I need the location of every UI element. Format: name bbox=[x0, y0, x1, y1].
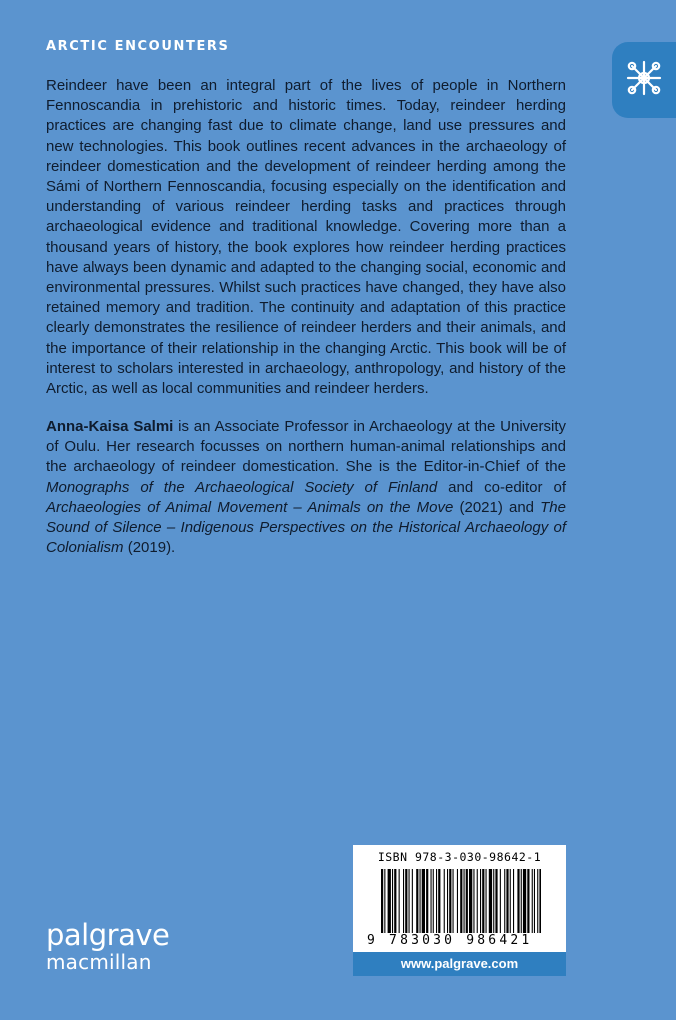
barcode-bar bbox=[416, 869, 418, 933]
isbn-label: ISBN 978-3-030-98642-1 bbox=[377, 850, 542, 864]
publisher-logo-tab bbox=[612, 42, 676, 118]
barcode-bar bbox=[473, 869, 474, 933]
author-name: Anna-Kaisa Salmi bbox=[46, 418, 174, 435]
barcode-bar bbox=[438, 869, 440, 933]
bio-title-1: Monographs of the Archaeological Society of Finland bbox=[46, 478, 438, 496]
barcode-bar bbox=[534, 869, 535, 933]
palgrave-network-logo-icon bbox=[622, 56, 666, 100]
bio-text-3: (2021) and bbox=[453, 498, 541, 516]
barcode-bar bbox=[384, 869, 385, 933]
author-bio bbox=[46, 417, 566, 558]
barcode-bar bbox=[381, 869, 383, 933]
barcode-bar bbox=[431, 869, 432, 933]
barcode-bar bbox=[466, 869, 468, 933]
publisher-name-line2: macmillan bbox=[46, 950, 152, 974]
bio-title-2: Archaeologies of Animal Movement – Animals on the Move bbox=[46, 498, 454, 516]
barcode-bar bbox=[486, 869, 487, 933]
barcode-bar bbox=[464, 869, 465, 933]
barcode-bar bbox=[412, 869, 413, 933]
book-description: Reindeer have been an integral part of the lives of people in Northern Fennoscandia in prehistoric and historic times. Today, reindeer herding practices are changing fast due to climate change, land use pressures and new technologies. This book outlines recent advances in the archaeology of reindeer domestication and the development of reindeer herding among the Sámi of Northern Fennoscandia, focusing especially on the identification and understanding of various reindeer herding tasks and practices through archaeological evidence and traditional knowledge. Covering more than a thousand years of history, the book explores how reindeer herding practices have always been dynamic and adapted to the changing social, economic and environmental pressures. Whilst such practices have changed, they have also retained memory and tradition. The continuity and adaptation of this practice clearly demonstrates the resilience of reindeer herders and their animals, and the importance of their relationship in the changing Arctic. This book will be of interest to scholars interested in archaeology, anthropology, and history of the Arctic, as well as local communities and reindeer herders. bbox=[46, 77, 566, 398]
barcode-bar bbox=[477, 869, 478, 933]
barcode-bar bbox=[489, 869, 492, 933]
barcode-bar bbox=[433, 869, 434, 933]
barcode-bar bbox=[392, 869, 393, 933]
barcode-bar bbox=[447, 869, 448, 933]
barcode-bar bbox=[426, 869, 428, 933]
series-title: ARCTIC ENCOUNTERS bbox=[46, 39, 230, 54]
barcode-bar bbox=[537, 869, 538, 933]
publisher-name-line1: palgrave bbox=[46, 918, 170, 952]
barcode-bar bbox=[500, 869, 501, 933]
barcode-bar bbox=[409, 869, 410, 933]
barcode-bar bbox=[469, 869, 472, 933]
barcode-bar bbox=[510, 869, 511, 933]
bio-text-4: (2019). bbox=[123, 539, 176, 557]
barcode-bar bbox=[513, 869, 514, 933]
barcode-image bbox=[381, 869, 541, 933]
barcode-bar bbox=[493, 869, 494, 933]
barcode-digits: 9 783030 986421 bbox=[367, 933, 533, 948]
publisher-logo bbox=[46, 920, 169, 974]
barcode-bar bbox=[403, 869, 404, 933]
barcode-bar bbox=[422, 869, 425, 933]
barcode-bar bbox=[436, 869, 437, 933]
barcode-bar bbox=[460, 869, 462, 933]
barcode-bar bbox=[532, 869, 533, 933]
barcode-bar bbox=[504, 869, 505, 933]
barcode-bar bbox=[506, 869, 508, 933]
barcode-bar bbox=[399, 869, 400, 933]
barcode-bar bbox=[405, 869, 407, 933]
bio-text-1: is an Associate Professor in Archaeology at the University of Oulu. Her research focusses on northern human-animal relationships and the archaeology of reindeer domestication. She is the Editor-in-Chief of the bbox=[46, 418, 566, 476]
barcode-bar bbox=[523, 869, 526, 933]
barcode-bar bbox=[394, 869, 396, 933]
barcode-bar bbox=[420, 869, 421, 933]
barcode-bar bbox=[495, 869, 497, 933]
barcode-bar bbox=[453, 869, 454, 933]
bio-title-3: The Sound of Silence – Indigenous Perspectives on the Historical Archaeology of Colonialism bbox=[46, 498, 566, 557]
barcode-bar bbox=[482, 869, 484, 933]
barcode-bar bbox=[457, 869, 458, 933]
website-url: www.palgrave.com bbox=[353, 952, 566, 976]
barcode-box bbox=[353, 845, 566, 952]
barcode-bar bbox=[527, 869, 529, 933]
barcode-bar bbox=[480, 869, 481, 933]
barcode-bar bbox=[444, 869, 445, 933]
barcode-bar bbox=[449, 869, 451, 933]
bio-text-2: and co-editor of bbox=[437, 478, 566, 496]
barcode-bar bbox=[521, 869, 522, 933]
barcode-bar bbox=[388, 869, 391, 933]
barcode-bar bbox=[517, 869, 519, 933]
barcode-bar bbox=[539, 869, 541, 933]
